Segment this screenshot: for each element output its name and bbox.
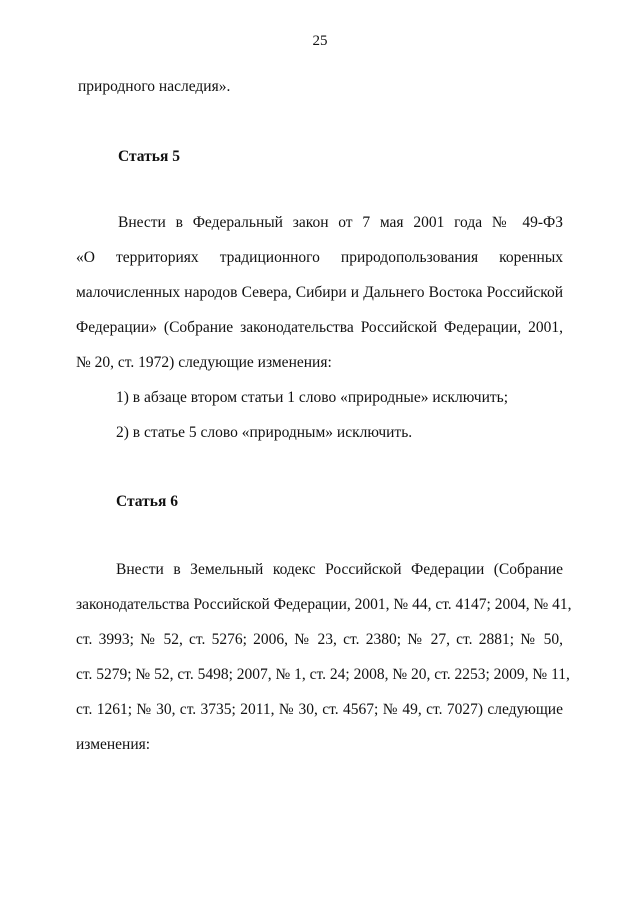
article-6-paragraph-line: Внести в Земельный кодекс Российской Федерации (Собрание [116,561,563,578]
article-5-item: 2) в статье 5 слово «природным» исключить. [116,424,413,441]
intro-line: природного наследия». [78,78,231,95]
article-6-paragraph-line: ст. 1261; № 30, ст. 3735; 2011, № 30, ст. 4567; № 49, ст. 7027) следующие [76,701,563,718]
article-5-item: 1) в абзаце втором статьи 1 слово «природные» исключить; [116,389,509,406]
article-5-paragraph-line: № 20, ст. 1972) следующие изменения: [76,354,332,371]
article-6-heading: Статья 6 [116,493,178,510]
article-5-paragraph-line: Федерации» (Собрание законодательства Российской Федерации, 2001, [76,319,563,336]
article-5-paragraph-line: малочисленных народов Севера, Сибири и Дальнего Востока Российской [76,284,563,301]
article-5-heading: Статья 5 [118,148,180,165]
article-6-paragraph-line: изменения: [76,736,151,753]
article-6-paragraph-line: ст. 3993; № 52, ст. 5276; 2006, № 23, ст. 2380; № 27, ст. 2881; № 50, [76,631,563,648]
article-6-paragraph-line: законодательства Российской Федерации, 2001, № 44, ст. 4147; 2004, № 41, [76,596,572,613]
article-6-paragraph-line: ст. 5279; № 52, ст. 5498; 2007, № 1, ст. 24; 2008, № 20, ст. 2253; 2009, № 11, [76,666,570,683]
article-5-paragraph-line: Внести в Федеральный закон от 7 мая 2001 года № 49-ФЗ [118,214,563,231]
article-5-paragraph-line: «О территориях традиционного природопользования коренных [76,249,563,266]
page-number: 25 [312,33,328,49]
